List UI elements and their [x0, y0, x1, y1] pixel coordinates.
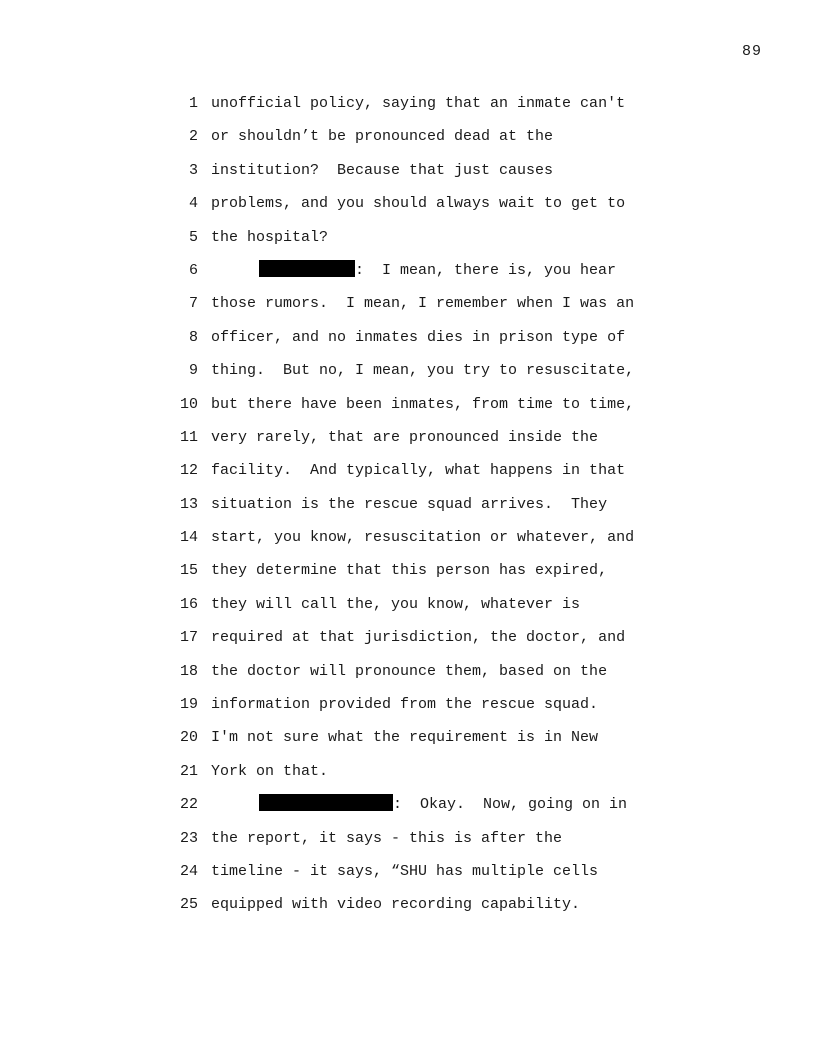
line-number: 1	[188, 95, 198, 112]
line-text: they determine that this person has expired,	[211, 562, 608, 580]
transcript-line	[170, 326, 690, 359]
line-text: : I mean, there is, you hear	[355, 261, 617, 279]
line-number: 24	[179, 862, 198, 880]
line-text: I'm not sure what the requirement is in New	[211, 729, 599, 747]
transcript-line	[170, 660, 690, 693]
line-text: institution? Because that just causes	[211, 161, 554, 179]
line-number: 13	[179, 495, 198, 513]
line-number: 16	[179, 595, 198, 613]
line-text: equipped with video recording capability.	[211, 896, 581, 914]
line-number: 5	[188, 228, 198, 246]
redacted-speaker-name	[259, 794, 393, 811]
line-text: thing. But no, I mean, you try to resuscitate,	[211, 362, 635, 380]
transcript-line	[170, 125, 690, 158]
line-number: 17	[179, 629, 198, 647]
transcript-line	[170, 493, 690, 526]
transcript-line	[170, 192, 690, 225]
transcript-line	[170, 292, 690, 325]
transcript-line	[170, 593, 690, 626]
line-number: 10	[179, 395, 198, 413]
transcript-line	[170, 359, 690, 392]
transcript-line	[170, 726, 690, 759]
line-text: start, you know, resuscitation or whatever, and	[211, 529, 635, 547]
line-text: they will call the, you know, whatever is	[211, 595, 581, 613]
line-number: 4	[188, 195, 198, 213]
line-text: problems, and you should always wait to get to	[211, 195, 626, 213]
line-number: 18	[179, 662, 198, 680]
transcript-line	[170, 226, 690, 259]
transcript-line	[170, 860, 690, 893]
transcript-line	[170, 426, 690, 459]
page-number: 89	[741, 43, 762, 60]
line-number: 23	[179, 829, 198, 847]
transcript-line	[170, 559, 690, 592]
line-number: 25	[179, 896, 198, 914]
redacted-speaker-name	[259, 260, 355, 277]
line-number: 12	[179, 462, 198, 480]
transcript-line	[170, 626, 690, 659]
line-text: information provided from the rescue squad.	[211, 696, 599, 714]
line-number: 6	[188, 261, 198, 279]
line-number: 11	[179, 428, 198, 446]
line-number: 21	[179, 762, 198, 780]
line-text: officer, and no inmates dies in prison type of	[211, 328, 626, 346]
line-text: the report, it says - this is after the	[211, 829, 563, 847]
line-number: 8	[188, 328, 198, 346]
line-text: situation is the rescue squad arrives. They	[211, 495, 608, 513]
transcript-line	[170, 526, 690, 559]
transcript-line	[170, 459, 690, 492]
line-text: facility. And typically, what happens in that	[211, 462, 626, 480]
line-text: York on that.	[211, 762, 329, 780]
line-text: those rumors. I mean, I remember when I was an	[211, 295, 635, 313]
transcript-line	[170, 827, 690, 860]
line-text: but there have been inmates, from time to time,	[211, 395, 635, 413]
line-number: 15	[179, 562, 198, 580]
line-text: the hospital?	[211, 228, 329, 246]
line-number: 7	[188, 295, 198, 313]
line-number: 14	[179, 529, 198, 547]
transcript-body	[170, 92, 690, 927]
transcript-line	[170, 259, 690, 292]
transcript-line	[170, 893, 690, 926]
line-number: 2	[188, 128, 198, 146]
line-text: unofficial policy, saying that an inmate can't	[211, 95, 626, 112]
transcript-line	[170, 693, 690, 726]
transcript-line	[170, 92, 690, 125]
transcript-line	[170, 760, 690, 793]
transcript-line	[170, 159, 690, 192]
transcript-line	[170, 393, 690, 426]
line-text: required at that jurisdiction, the doctor, and	[211, 629, 626, 647]
line-text: : Okay. Now, going on in	[393, 796, 628, 814]
line-number: 19	[179, 696, 198, 714]
line-number: 20	[179, 729, 198, 747]
line-number: 9	[188, 362, 198, 380]
line-text: very rarely, that are pronounced inside the	[211, 428, 599, 446]
line-number: 22	[179, 796, 198, 814]
transcript-line	[170, 793, 690, 826]
line-text: or shouldn’t be pronounced dead at the	[211, 128, 554, 146]
line-number: 3	[188, 161, 198, 179]
line-text: timeline - it says, “SHU has multiple cells	[211, 862, 599, 880]
line-text: the doctor will pronounce them, based on the	[211, 662, 608, 680]
